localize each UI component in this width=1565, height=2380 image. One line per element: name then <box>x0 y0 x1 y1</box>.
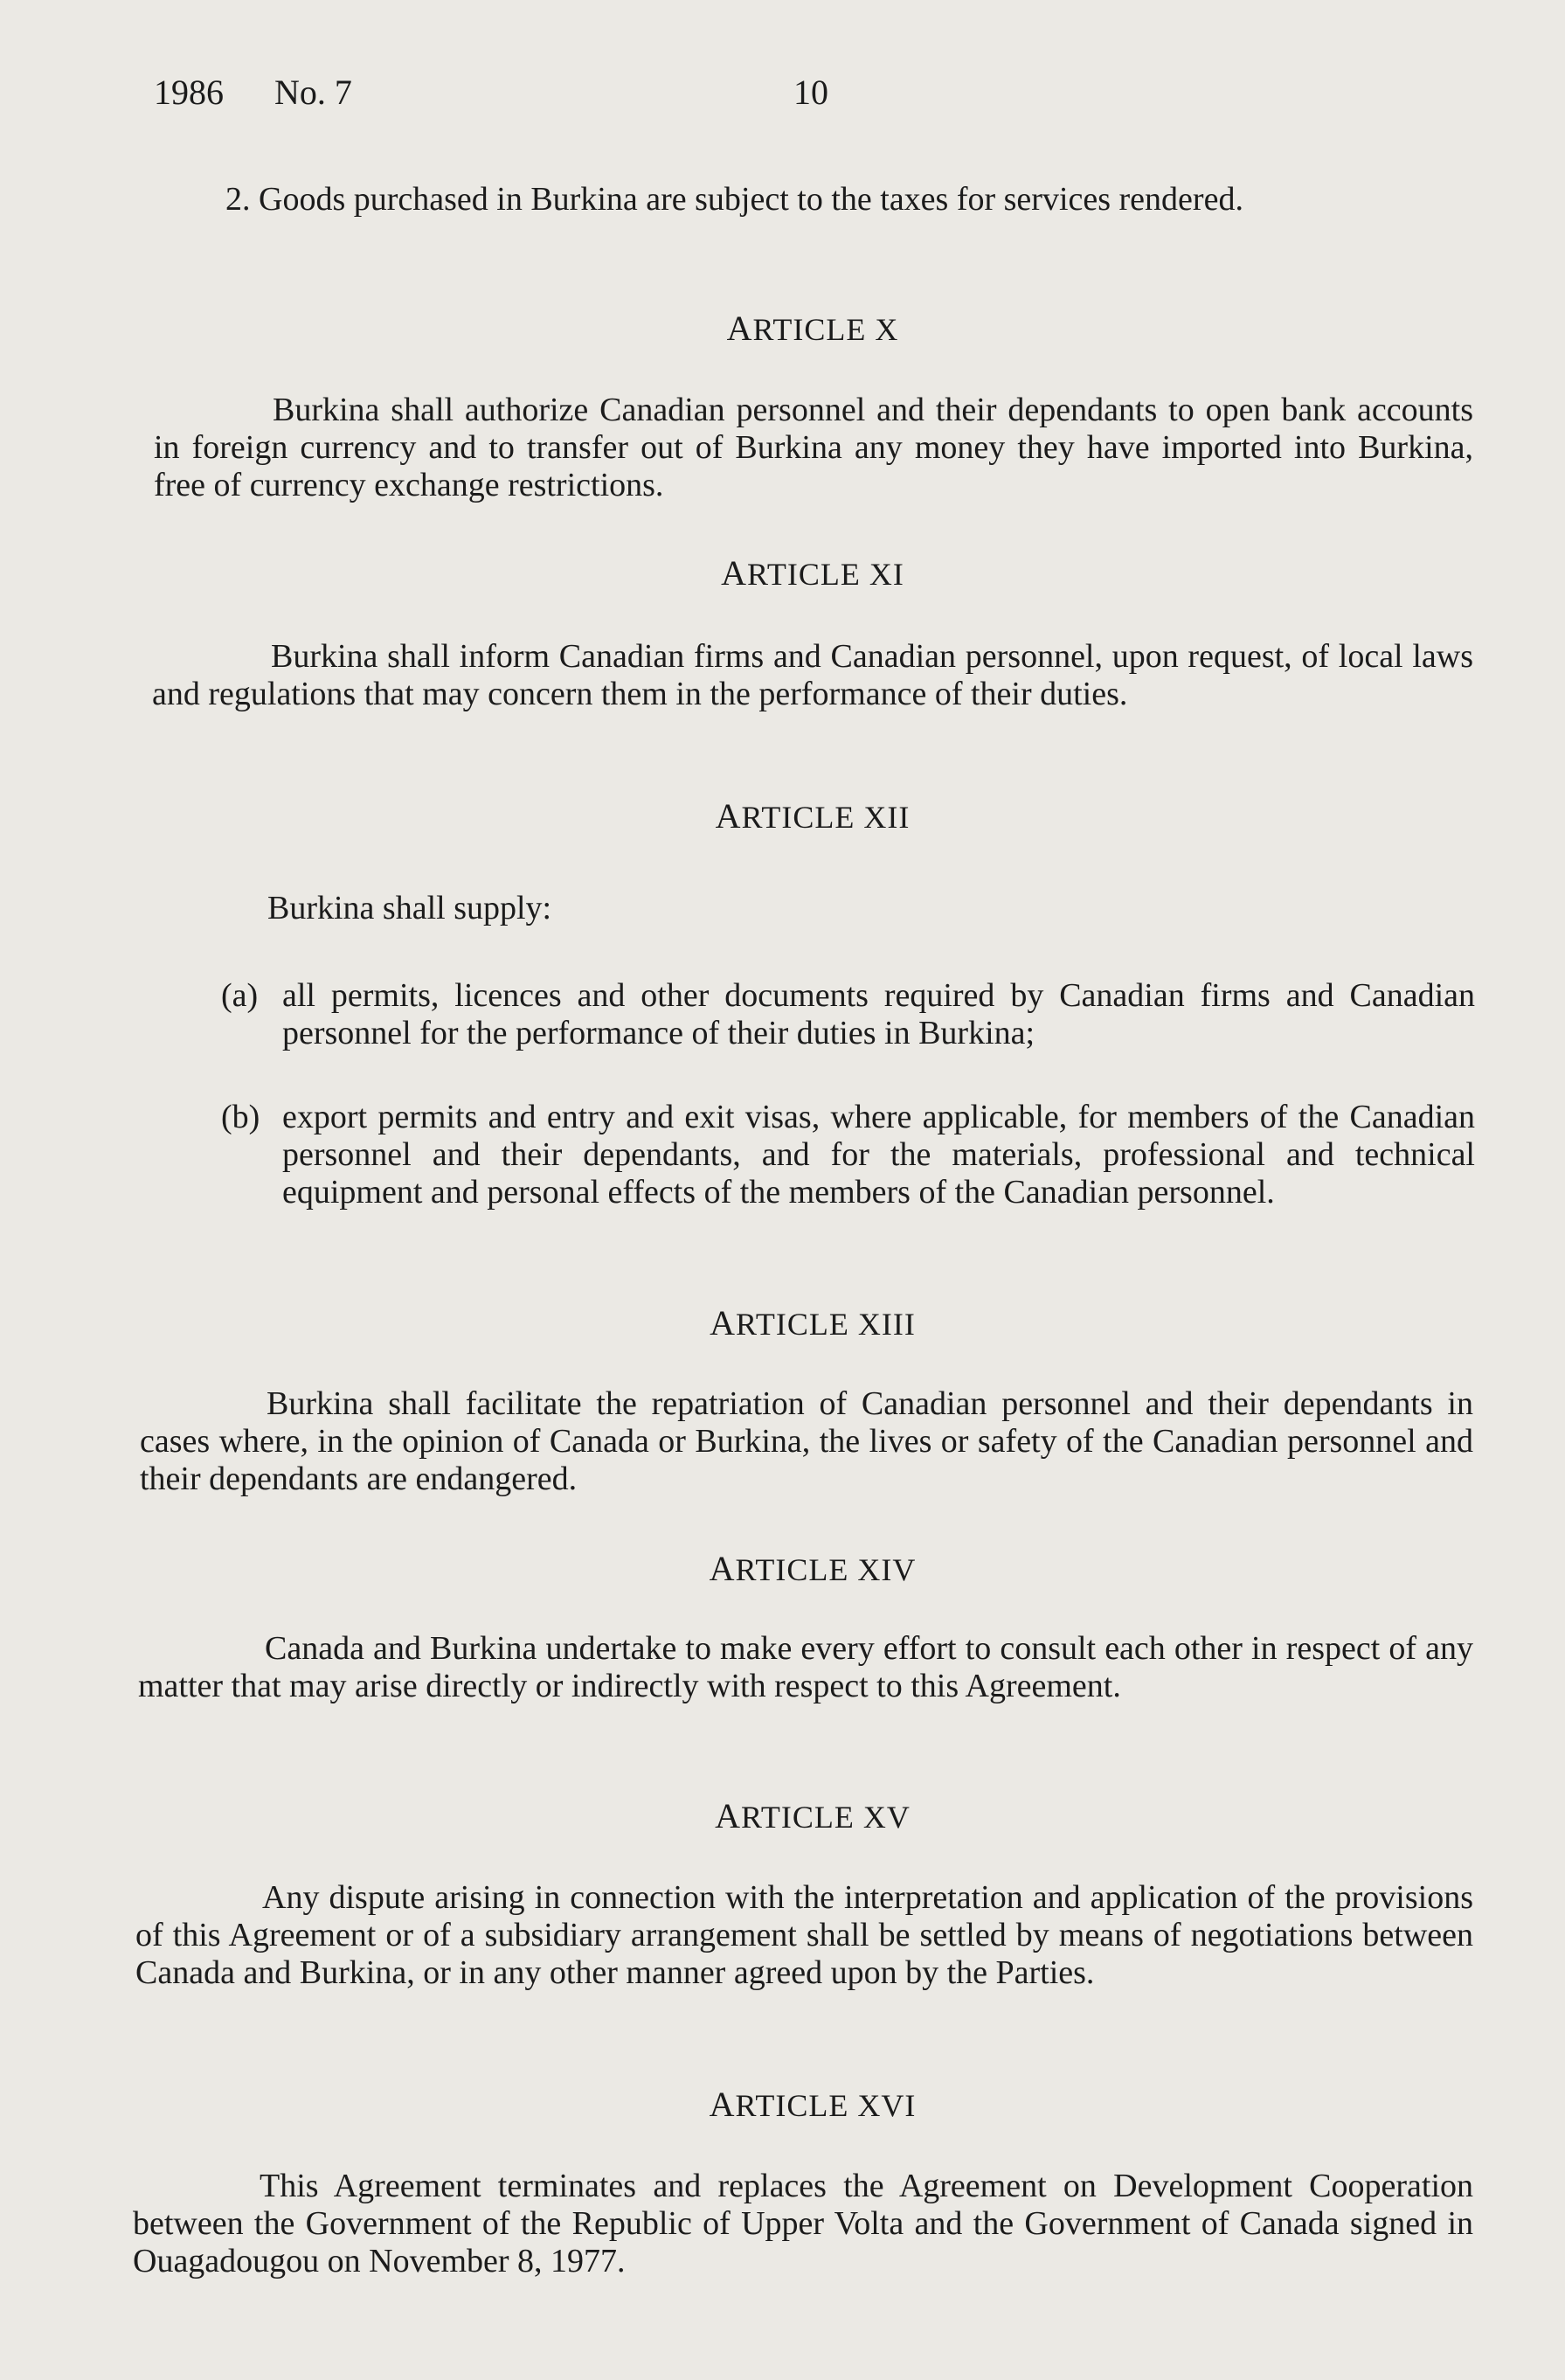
list-item-a <box>221 977 1475 1056</box>
article-xi-heading: ARTICLE XI <box>721 553 904 593</box>
list-item-text: all permits, licences and other documents required by Canadian firms and Canadian personnel for the performance of their duties in Burkina; <box>282 977 1475 1051</box>
article-xiv-text: Canada and Burkina undertake to make every effort to consult each other in respect of any matter that may arise directly or indirectly with respect to this Agreement. <box>138 1630 1473 1704</box>
article-xiv-heading: ARTICLE XIV <box>709 1549 917 1588</box>
article-xvi-heading: ARTICLE XVI <box>709 2085 917 2124</box>
article-xii-heading: ARTICLE XII <box>715 796 911 836</box>
list-item-text: export permits and entry and exit visas, where applicable, for members of the Canadian personnel and their dependants, and for the materials, professional and technical equipment and personal effects of the members of the Canadian personnel. <box>282 1099 1475 1211</box>
article-xv-text: Any dispute arising in connection with the interpretation and application of the provisions of this Agreement or of a subsidiary arrangement shall be settled by means of negotiations between Canada and Burkina, or in any other manner agreed upon by the Parties. <box>135 1879 1473 1991</box>
article-xiii-text: Burkina shall facilitate the repatriation of Canadian personnel and their dependants in cases where, in the opinion of Canada or Burkina, the lives or safety of the Canadian personnel and their dependants are endangered. <box>140 1385 1473 1497</box>
page-number: 10 <box>793 73 828 112</box>
article-xvi-text: This Agreement terminates and replaces the Agreement on Development Cooperation between the Government of the Republic of Upper Volta and the Government of Canada signed in Ouagadougou on November 8, 1977. <box>133 2168 1473 2279</box>
list-item-label: (b) <box>221 1099 260 1135</box>
article-x-text: Burkina shall authorize Canadian personnel and their dependants to open bank accounts in foreign currency and to transfer out of Burkina any money they have imported into Burkina, free of currency exchange restrictions. <box>154 392 1473 503</box>
list-item-b <box>221 1099 1475 1256</box>
article-x-heading: ARTICLE X <box>726 309 899 348</box>
paragraph-2: 2. Goods purchased in Burkina are subject to the taxes for services rendered. <box>225 181 1243 218</box>
article-xiii-heading: ARTICLE XIII <box>710 1303 916 1343</box>
header-year: 1986 <box>154 73 224 112</box>
list-item-label: (a) <box>221 977 259 1014</box>
article-xii-text: Burkina shall supply: <box>267 890 552 926</box>
header-number: No. 7 <box>274 73 352 112</box>
article-xv-heading: ARTICLE XV <box>715 1796 911 1835</box>
article-xi-text: Burkina shall inform Canadian firms and Canadian personnel, upon request, of local laws and regulations that may concern them in the performance of their duties. <box>152 638 1473 712</box>
